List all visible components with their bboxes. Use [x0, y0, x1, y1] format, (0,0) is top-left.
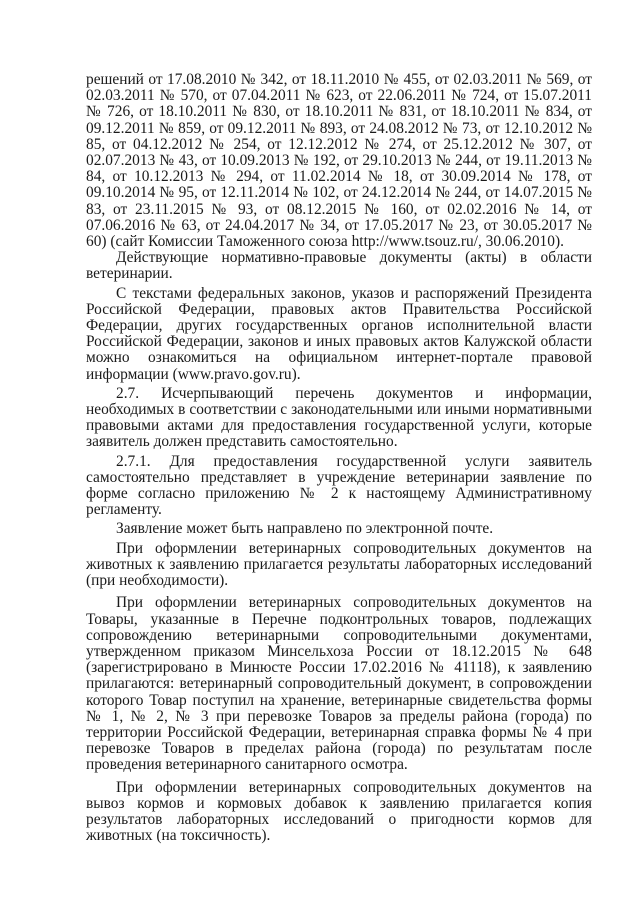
paragraph-email-submission: Заявление может быть направлено по электронной почте.: [116, 520, 494, 538]
document-page: [86, 72, 592, 844]
paragraph-animals-documents: При оформлении ветеринарных сопроводительных документов на животных к заявлению прилагается результаты лабораторных исследований (при необходимости).: [86, 539, 592, 590]
paragraph-goods-documents: При оформлении ветеринарных сопроводительных документов на Товары, указанные в Перечне подконтрольных товаров, подлежащих сопровождению ветеринарными сопроводительными документами, утвержденном приказом Минсельхоза России от 18.12.2015 № 648 (зарегистрировано в Минюсте России 17.02.2016 № 41118), к заявлению прилагаются: ветеринарный сопроводительный документ, в сопровождении которого Товар поступил на хранение, ветеринарные свидетельства формы № 1, № 2, № 3 при перевозке Товаров за пределы района (города) по территории Российской Федерации, ветеринарная справка формы № 4 при перевозке Товаров в пределах района (города) по результатам после проведения ветеринарного санитарного осмотра.: [86, 594, 592, 774]
paragraph-feed-documents: При оформлении ветеринарных сопроводительных документов на вывоз кормов и кормовых добавок к заявлению прилагается копия результатов лабораторных исследований о пригодности кормов для животных (на токсичность).: [86, 778, 592, 845]
paragraph-section-2-7: 2.7. Исчерпывающий перечень документов и информации, необходимых в соответствии с законодательными или иными нормативными правовыми актами для предоставления государственной услуги, которые заявитель должен представить самостоятельно.: [86, 384, 592, 451]
paragraph-section-2-7-1: 2.7.1. Для предоставления государственной услуги заявитель самостоятельно представляет в учреждение ветеринарии заявление по форме согласно приложению № 2 к настоящему Административному регламенту.: [86, 452, 592, 519]
paragraph-veterinary-acts: Действующие нормативно-правовые документы (акты) в области ветеринарии.: [86, 249, 592, 283]
paragraph-legal-texts-info: С текстами федеральных законов, указов и распоряжений Президента Российской Федерации, правовых актов Правительства Российской Федерации, других государственных органов исполнительной власти Российской Федерации, законов и иных правовых актов Калужской области можно ознакомиться на официальном интернет-портале правовой информации (www.pravo.gov.ru).: [86, 284, 592, 383]
paragraph-legal-references: решений от 17.08.2010 № 342, от 18.11.2010 № 455, от 02.03.2011 № 569, от 02.03.2011 № 570, от 07.04.2011 № 623, от 22.06.2011 № 724, от 15.07.2011 № 726, от 18.10.2011 № 830, от 18.10.2011 № 831, от 18.10.2011 № 834, от 09.12.2011 № 859, от 09.12.2011 № 893, от 24.08.2012 № 73, от 12.10.2012 № 85, от 04.12.2012 № 254, от 12.12.2012 № 274, от 25.12.2012 № 307, от 02.07.2013 № 43, от 10.09.2013 № 192, от 29.10.2013 № 244, от 19.11.2013 № 84, от 10.12.2013 № 294, от 11.02.2014 № 18, от 30.09.2014 № 178, от 09.10.2014 № 95, от 12.11.2014 № 102, от 24.12.2014 № 244, от 14.07.2015 № 83, от 23.11.2015 № 93, от 08.12.2015 № 160, от 02.02.2016 № 14, от 07.06.2016 № 63, от 24.04.2017 № 34, от 17.05.2017 № 23, от 30.05.2017 № 60) (сайт Комиссии Таможенного союза http://www.tsouz.ru/, 30.06.2010).: [86, 71, 592, 251]
